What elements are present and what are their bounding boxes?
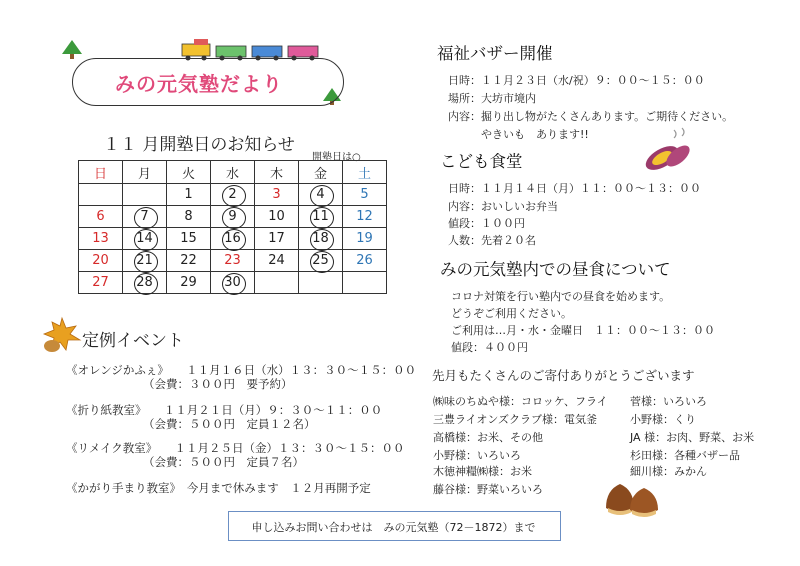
calendar-day-cell: 8 bbox=[167, 206, 211, 228]
event-detail: （会費：５００円 定員７名） bbox=[143, 455, 304, 469]
kids-line: 日時：１１月１４日（月）１１：００～１３：００ bbox=[448, 182, 701, 195]
tree-icon bbox=[62, 40, 82, 59]
open-day-cell: 9 bbox=[211, 206, 255, 228]
kids-line: 値段：１００円 bbox=[448, 217, 525, 230]
open-day-cell: 16 bbox=[211, 228, 255, 250]
donor-line: 木徳神糧㈱様：お米 bbox=[433, 465, 532, 478]
bazaar-line: 内容：掘り出し物がたくさんあります。ご期待ください。 bbox=[448, 110, 734, 123]
bazaar-line: やきいも あります!! bbox=[448, 128, 589, 141]
weekday-header: 水 bbox=[211, 161, 255, 184]
open-day-cell: 11 bbox=[299, 206, 343, 228]
kids-cafeteria-title: こども食堂 bbox=[440, 152, 523, 171]
lunch-title: みの元気塾内での昼食について bbox=[440, 260, 671, 279]
donations-title: 先月もたくさんのご寄付ありがとうございます bbox=[432, 368, 695, 383]
calendar-day-cell: 26 bbox=[343, 250, 387, 272]
open-day-cell: 7 bbox=[123, 206, 167, 228]
calendar-day-cell: 13 bbox=[79, 228, 123, 250]
calendar-table bbox=[78, 160, 387, 294]
event-line: 《オレンジかふぇ》 １１月１６日（水）１３：３０～１５：００ bbox=[66, 363, 417, 377]
calendar-day-cell: 20 bbox=[79, 250, 123, 272]
calendar-day-cell: 6 bbox=[79, 206, 123, 228]
calendar-day-cell: 15 bbox=[167, 228, 211, 250]
donor-line: ㈱味のちぬや様：コロッケ、フライ bbox=[433, 395, 608, 408]
donor-line: 細川様：みかん bbox=[630, 465, 707, 478]
calendar-heading: １１ 月開塾日のお知らせ bbox=[103, 135, 295, 155]
calendar-day-cell bbox=[255, 272, 299, 294]
calendar-day-cell: 27 bbox=[79, 272, 123, 294]
lunch-line: 値段：４００円 bbox=[451, 341, 528, 354]
open-day-cell: 28 bbox=[123, 272, 167, 294]
calendar-day-cell bbox=[79, 184, 123, 206]
calendar-day-cell: 5 bbox=[343, 184, 387, 206]
sweet-potato-icon bbox=[640, 126, 696, 174]
calendar-day-cell bbox=[123, 184, 167, 206]
weekday-header: 月 bbox=[123, 161, 167, 184]
open-day-cell: 4 bbox=[299, 184, 343, 206]
kids-line: 人数：先着２０名 bbox=[448, 234, 536, 247]
newsletter-title: みの元気塾だより bbox=[115, 72, 283, 96]
calendar-day-cell: 17 bbox=[255, 228, 299, 250]
calendar-day-cell: 19 bbox=[343, 228, 387, 250]
calendar-day-cell: 1 bbox=[167, 184, 211, 206]
donor-line: 藤谷様：野菜いろいろ bbox=[433, 483, 543, 496]
donor-line: 小野様：くり bbox=[630, 413, 696, 426]
donor-line: 高橋様：お米、その他 bbox=[433, 431, 543, 444]
kids-line: 内容：おいしいお弁当 bbox=[448, 200, 558, 213]
bazaar-line: 場所：大坊市境内 bbox=[448, 92, 536, 105]
calendar-day-cell bbox=[299, 272, 343, 294]
open-day-cell: 25 bbox=[299, 250, 343, 272]
calendar-day-cell bbox=[343, 272, 387, 294]
open-day-cell: 18 bbox=[299, 228, 343, 250]
bazaar-line: 日時：１１月２３日（水/祝）９：００～１５：００ bbox=[448, 74, 705, 87]
calendar-day-cell: 29 bbox=[167, 272, 211, 294]
calendar-day-cell: 23 bbox=[211, 250, 255, 272]
weekday-header: 金 bbox=[299, 161, 343, 184]
event-detail: （会費：３００円 要予約） bbox=[143, 377, 293, 391]
donor-line: JA 様：お肉、野菜、お米 bbox=[630, 431, 755, 444]
chestnut-icon bbox=[600, 478, 664, 520]
bazaar-title: 福祉バザー開催 bbox=[437, 44, 553, 63]
donor-line: 杉田様：各種バザー品 bbox=[630, 449, 740, 462]
events-heading: 定例イベント bbox=[82, 331, 184, 351]
event-line: 《折り紙教室》 １１月２１日（月）９：３０～１１：００ bbox=[66, 403, 383, 417]
calendar-day-cell: 24 bbox=[255, 250, 299, 272]
open-day-note: 開塾日は○ bbox=[312, 152, 361, 163]
open-day-cell: 2 bbox=[211, 184, 255, 206]
weekday-header: 木 bbox=[255, 161, 299, 184]
lunch-line: ご利用は…月・水・金曜日 １１：００～１３：００ bbox=[451, 324, 715, 337]
donor-line: 三豊ライオンズクラブ様：電気釜 bbox=[433, 413, 598, 426]
calendar-day-cell: 3 bbox=[255, 184, 299, 206]
event-line: 《かがり手まり教室》 今月まで休みます １２月再開予定 bbox=[66, 481, 371, 495]
contact-info: 申し込みお問い合わせは みの元気塾（72－1872）まで bbox=[251, 521, 536, 534]
event-detail: （会費：５００円 定員１２名） bbox=[143, 417, 316, 431]
event-line: 《リメイク教室》 １１月２５日（金）１３：３０～１５：００ bbox=[66, 441, 405, 455]
open-day-cell: 14 bbox=[123, 228, 167, 250]
weekday-header: 火 bbox=[167, 161, 211, 184]
lunch-line: コロナ対策を行い塾内での昼食を始めます。 bbox=[451, 290, 671, 303]
donor-line: 小野様：いろいろ bbox=[433, 449, 521, 462]
calendar-day-cell: 12 bbox=[343, 206, 387, 228]
lunch-line: どうぞご利用ください。 bbox=[451, 307, 572, 320]
calendar-day-cell: 22 bbox=[167, 250, 211, 272]
autumn-leaves-icon bbox=[40, 316, 84, 356]
open-day-cell: 21 bbox=[123, 250, 167, 272]
weekday-header: 日 bbox=[79, 161, 123, 184]
donor-line: 菅様：いろいろ bbox=[630, 395, 707, 408]
calendar-day-cell: 10 bbox=[255, 206, 299, 228]
open-day-cell: 30 bbox=[211, 272, 255, 294]
weekday-header: 土 bbox=[343, 161, 387, 184]
